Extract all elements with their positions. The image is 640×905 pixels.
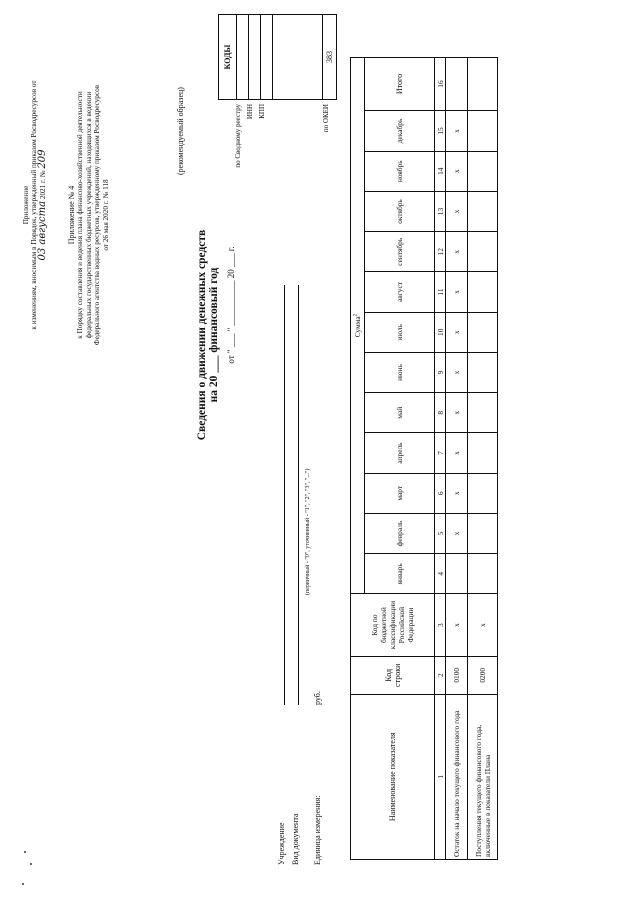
column-number-row: [435, 58, 446, 860]
annex-line-3: федеральных государственных бюджетных учреждений, находящихся в ведении: [84, 91, 93, 339]
row-cell[interactable]: [468, 473, 498, 513]
col-number: 4: [435, 554, 446, 594]
code-kpp-cell: [261, 15, 273, 100]
row-kbk: x: [468, 594, 498, 657]
month-header: январь: [365, 554, 435, 594]
month-header: апрель: [365, 433, 435, 474]
institution-label: Учреждение: [277, 822, 286, 865]
month-header: февраль: [365, 513, 435, 554]
row-cell[interactable]: [468, 433, 498, 474]
sum-footnote: 2: [353, 313, 359, 317]
scan-speck: [22, 883, 24, 885]
month-header: ноябрь: [365, 151, 435, 191]
title-line-1: Сведения о движении денежных средств: [196, 229, 208, 441]
row-cell[interactable]: x: [446, 473, 468, 513]
inn-label: ИНН: [246, 104, 254, 120]
month-header: сентябрь: [365, 232, 435, 272]
header-row-top: [351, 58, 365, 860]
row-cell[interactable]: [446, 58, 468, 111]
total-header: Итого: [365, 58, 435, 111]
col-code-header: Код строки: [351, 657, 435, 695]
table-row: [468, 58, 498, 860]
month-header: март: [365, 473, 435, 513]
row-cell[interactable]: x: [446, 232, 468, 272]
row-cell[interactable]: [468, 58, 498, 111]
reestr-label: по Сводному реестру: [234, 104, 242, 168]
col-number: 15: [435, 111, 446, 152]
codes-box: [218, 14, 337, 100]
sum-group-header: [351, 58, 365, 594]
col-number: 3: [435, 594, 446, 657]
col-number: 11: [435, 272, 446, 313]
row-cell[interactable]: [468, 232, 498, 272]
month-header: декабрь: [365, 111, 435, 152]
handwritten-number: 209: [36, 149, 48, 169]
row-cell[interactable]: [468, 393, 498, 433]
month-header: июль: [365, 312, 435, 352]
code-reestr-cell: [237, 15, 249, 100]
code-blank-cell: [273, 15, 323, 100]
col-number: 10: [435, 312, 446, 352]
row-cell[interactable]: [468, 312, 498, 352]
row-cell[interactable]: x: [446, 513, 468, 554]
code-inn-cell: [249, 15, 261, 100]
handwritten-date: 03 августа: [36, 200, 48, 261]
col-number: 14: [435, 151, 446, 191]
row-cell[interactable]: [468, 352, 498, 393]
col-kbk-header: Код по бюджетной классификации Российской Федерации: [351, 594, 435, 657]
appendix-order-ref: к изменениям, вносимым в Порядок, утвержденный приказом Росводресурсов от: [30, 80, 39, 330]
row-cell[interactable]: [468, 513, 498, 554]
document-title: [196, 165, 220, 505]
row-cell[interactable]: [468, 111, 498, 152]
col-number: 9: [435, 352, 446, 393]
row-cell[interactable]: [468, 151, 498, 191]
annex-label: Приложение № 4: [67, 185, 76, 245]
col-number: 8: [435, 393, 446, 433]
month-header: июнь: [365, 352, 435, 393]
row-cell[interactable]: x: [446, 151, 468, 191]
row-cell[interactable]: [468, 272, 498, 313]
sample-note: (рекомендуемый образец): [176, 87, 185, 175]
row-cell[interactable]: x: [446, 111, 468, 152]
doc-type-line: [298, 285, 299, 705]
appendix-header: [22, 15, 47, 395]
appendix-label: Приложение: [22, 185, 30, 225]
row-code: 0100: [446, 657, 468, 695]
row-cell[interactable]: x: [446, 312, 468, 352]
scan-speck: [24, 851, 26, 853]
sum-group-label: Сумма: [353, 316, 362, 338]
row-code: 0200: [468, 657, 498, 695]
month-header: май: [365, 393, 435, 433]
month-header: август: [365, 272, 435, 313]
title-date-line: от " ___ " __________ 20 ___ г.: [226, 246, 236, 364]
row-name: Поступления текущего финансового года, включенные в показатели Плана: [468, 694, 498, 859]
unit-value: руб.: [313, 691, 322, 705]
row-cell[interactable]: x: [446, 272, 468, 313]
row-cell[interactable]: x: [446, 393, 468, 433]
kpp-label: КПП: [258, 104, 266, 119]
col-number: 2: [435, 657, 446, 695]
code-okei-cell: 383: [323, 15, 337, 100]
annex-line-4: Федерального агентства водных ресурсов, утвержденному приказом Росводресурсов: [93, 84, 102, 346]
doc-type-label: Вид документа: [291, 813, 300, 865]
unit-label: Единица измерения:: [313, 795, 322, 865]
row-cell[interactable]: x: [446, 433, 468, 474]
annex-header: [68, 5, 110, 425]
col-number: 1: [435, 694, 446, 859]
cash-flow-table: [350, 57, 498, 860]
col-number: 12: [435, 232, 446, 272]
col-number: 7: [435, 433, 446, 474]
col-number: 13: [435, 191, 446, 232]
title-line-2: на 20 ___ финансовый год: [208, 267, 220, 403]
institution-line: [284, 285, 285, 705]
row-cell[interactable]: x: [446, 191, 468, 232]
table-row: [446, 58, 468, 860]
doc-type-note: (первичный - "0", уточненный - "1", "2", "3", "..."): [305, 468, 311, 595]
row-cell[interactable]: [468, 191, 498, 232]
row-kbk: x: [446, 594, 468, 657]
row-cell[interactable]: [468, 554, 498, 594]
row-cell[interactable]: [446, 554, 468, 594]
row-cell[interactable]: x: [446, 352, 468, 393]
row-name: Остаток на начало текущего финансового года: [446, 694, 468, 859]
month-header: октябрь: [365, 191, 435, 232]
col-name-header: Наименование показателя: [351, 694, 435, 859]
annex-line-2: к Порядку составления и ведения плана финансово-хозяйственной деятельности: [76, 91, 85, 339]
appendix-order-date: [36, 15, 48, 395]
codes-header: КОДЫ: [219, 15, 237, 100]
scan-speck: [30, 863, 32, 865]
col-number: 16: [435, 58, 446, 111]
okei-label: по ОКЕИ: [322, 104, 330, 133]
col-number: 6: [435, 473, 446, 513]
col-number: 5: [435, 513, 446, 554]
annex-line-5: от 26 мая 2020 г. № 118: [101, 179, 110, 251]
appendix-year: 2021 г. №: [38, 170, 47, 200]
